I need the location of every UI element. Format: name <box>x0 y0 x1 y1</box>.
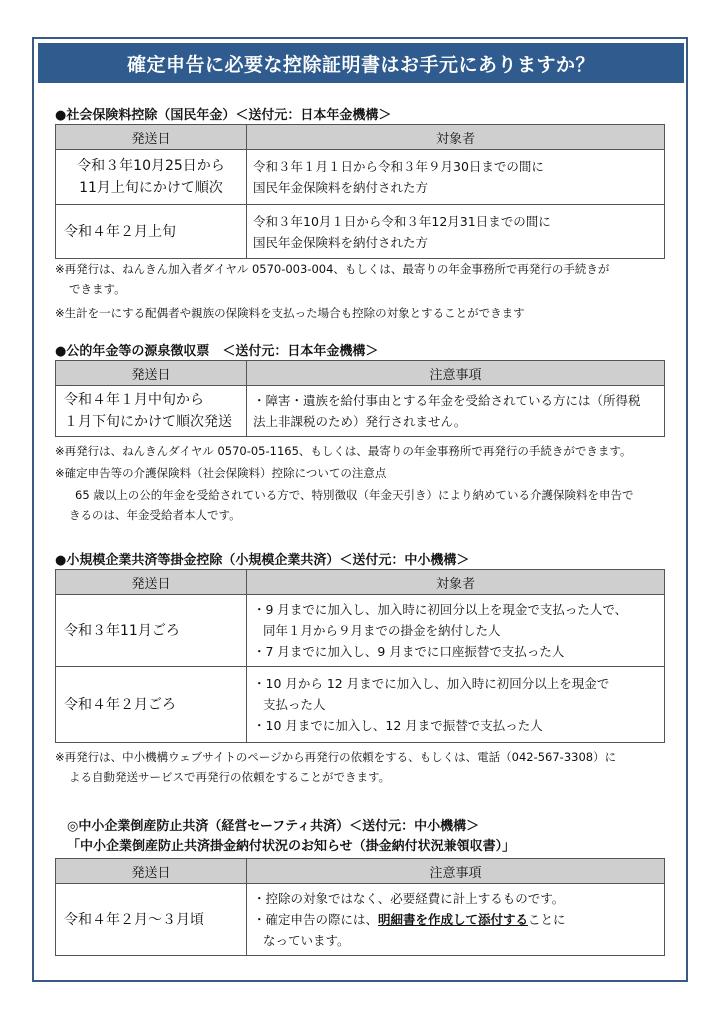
send-date: 令和４年１月中旬から １月下旬にかけて順次発送 <box>56 386 247 437</box>
send-date: 令和４年２月ごろ <box>56 667 247 743</box>
send-date: 令和３年11月ごろ <box>56 595 247 667</box>
column-header-notes: 注意事項 <box>247 859 665 884</box>
national-pension-table <box>55 124 665 259</box>
column-header-date: 発送日 <box>56 859 247 884</box>
small-business-table <box>55 569 665 743</box>
section-public-pension-heading: ●公的年金等の源泉徴収票 ＜送付元：日本年金機構＞ <box>55 344 379 359</box>
send-date: 令和３年10月25日から 11月上旬にかけて順次 <box>56 150 247 205</box>
target-description: 令和３年１月１日から令和３年９月30日までの間に 国民年金保険料を納付された方 <box>247 150 665 205</box>
section-national-pension-heading: ●社会保険料控除（国民年金）＜送付元：日本年金機構＞ <box>55 108 392 123</box>
column-header-target: 対象者 <box>247 570 665 595</box>
send-date: 令和４年２月上旬 <box>56 205 247 259</box>
column-header-date: 発送日 <box>56 361 247 386</box>
safety-net-table <box>55 858 665 956</box>
send-date: 令和４年２月～３月頃 <box>56 884 247 956</box>
section-safety-net-subheading: 「中小企業倒産防止共済掛金納付状況のお知らせ（掛金納付状況兼領収書）」 <box>67 839 516 854</box>
column-header-date: 発送日 <box>56 125 247 150</box>
section-2-notes: ※再発行は、ねんきんダイヤル 0570-05-1165、もしくは、最寄りの年金事務所で再発行の手続きができます。 ※確定申告等の介護保険料（社会保険料）控除についての注意点 65 歳以上の公的年金を受給されている方で、特別徴収（年金天引き）により納めている介護保険料を申告で きるのは、年金受給者本人です。 <box>55 444 634 522</box>
public-pension-table <box>55 360 665 437</box>
target-description: 令和３年10月１日から令和３年12月31日までの間に 国民年金保険料を納付された方 <box>247 205 665 259</box>
column-header-date: 発送日 <box>56 570 247 595</box>
table-row <box>56 205 665 259</box>
table-row <box>56 150 665 205</box>
section-safety-net-heading: ◎中小企業倒産防止共済（経営セーフティ共済）＜送付元：中小機構＞ <box>67 819 480 834</box>
table-row <box>56 884 665 956</box>
notes-description: ・障害・遺族を給付事由とする年金を受給されている方には（所得税 法上非課税のため）発行されません。 <box>247 386 665 437</box>
section-small-business-heading: ●小規模企業共済等掛金控除（小規模企業共済）＜送付元：中小機構＞ <box>55 553 470 568</box>
table-row <box>56 595 665 667</box>
table-row <box>56 667 665 743</box>
page-title: 確定申告に必要な控除証明書はお手元にありますか？ <box>38 43 684 83</box>
section-3-notes: ※再発行は、中小機構ウェブサイトのページから再発行の依頼をする、もしくは、電話（042-567-3308）に よる自動発送サービスで再発行の依頼をすることができます。 <box>55 750 617 784</box>
target-description: ・9 月までに加入し、加入時に初回分以上を現金で支払った人で、 同年１月から９月までの掛金を納付した人 ・7 月までに加入し、9 月までに口座振替で支払った人 <box>247 595 665 667</box>
section-1-notes: ※再発行は、ねんきん加入者ダイヤル 0570-003-004、もしくは、最寄りの年金事務所で再発行の手続きが できます。 ※生計を一にする配偶者や親族の保険料を支払った場合も控除の対象とすることができます <box>55 262 610 320</box>
table-row <box>56 386 665 437</box>
column-header-target: 対象者 <box>247 125 665 150</box>
notes-description: ・控除の対象ではなく、必要経費に計上するものです。 ・確定申告の際には、明細書を作成して添付することに なっています。 <box>247 884 665 956</box>
column-header-notes: 注意事項 <box>247 361 665 386</box>
emphasized-text: 明細書を作成して添付する <box>378 912 529 927</box>
target-description: ・10 月から 12 月までに加入し、加入時に初回分以上を現金で 支払った人 ・10 月までに加入し、12 月まで振替で支払った人 <box>247 667 665 743</box>
